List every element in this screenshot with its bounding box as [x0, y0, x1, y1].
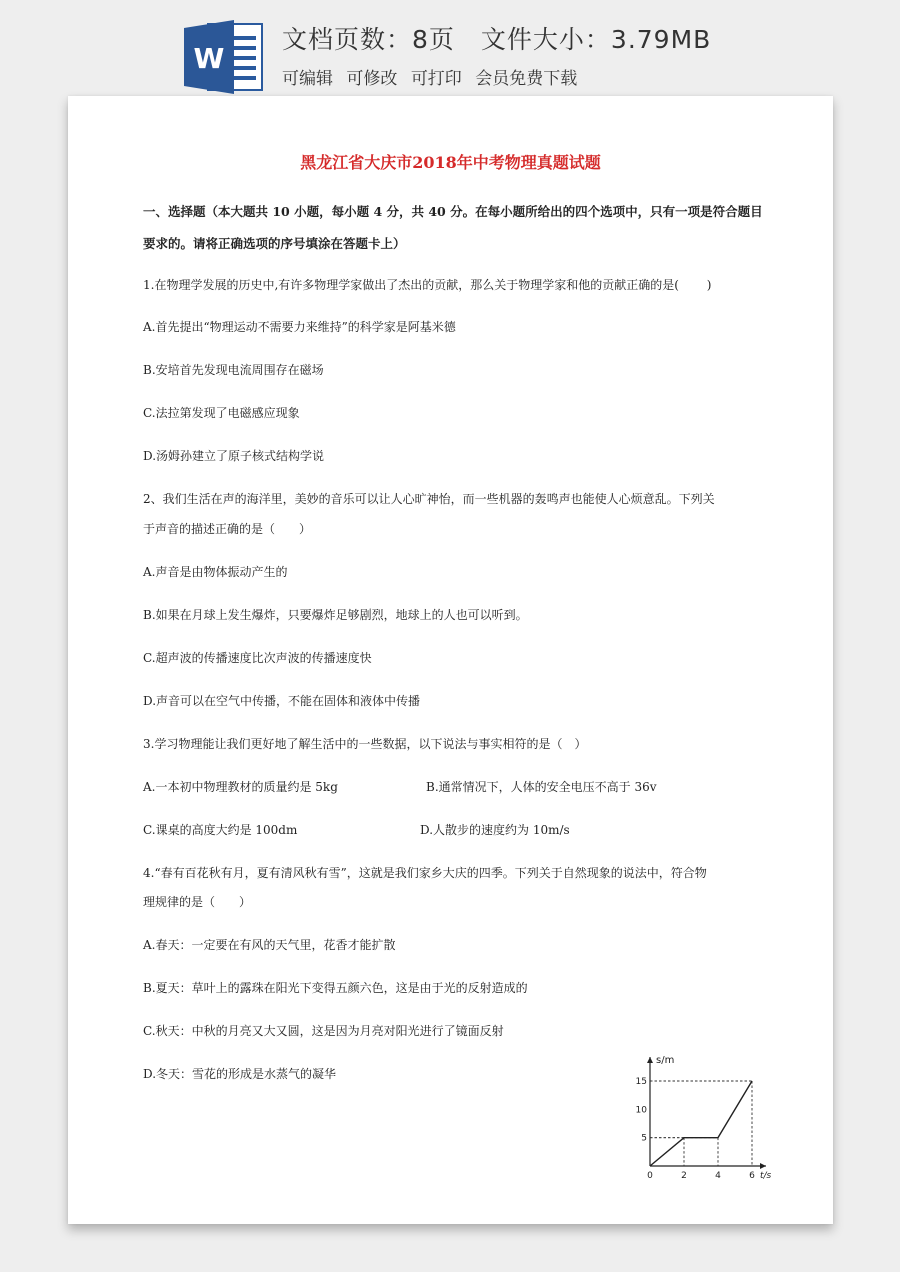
document-title: 黑龙江省大庆市2018年中考物理真题试题	[300, 153, 601, 172]
q2-option-b: B.如果在月球上发生爆炸，只要爆炸足够剧烈，地球上的人也可以听到。	[143, 608, 528, 622]
y-axis-arrow	[647, 1057, 653, 1063]
q4-option-b: B.夏天：草叶上的露珠在阳光下变得五颜六色，这是由于光的反射造成的	[143, 981, 528, 995]
q4-stem-line1: 4.“春有百花秋有月，夏有清风秋有雪”，这就是我们家乡大庆的四季。下列关于自然现象的说法中，符合物	[143, 866, 707, 880]
q1-option-a: A.首先提出“物理运动不需要力来维持”的科学家是阿基米德	[143, 320, 456, 334]
feature-editable: 可编辑	[282, 69, 333, 89]
q1-option-b: B.安培首先发现电流周围存在磁场	[143, 363, 324, 377]
q1-option-d: D.汤姆孙建立了原子核式结构学说	[143, 449, 325, 463]
x-tick-label: 2	[681, 1171, 687, 1181]
q3-option-a: A.一本初中物理教材的质量约是 5kg	[143, 780, 338, 794]
q3-stem: 3.学习物理能让我们更好地了解生活中的一些数据，以下说法与事实相符的是（ ）	[143, 737, 587, 751]
section-heading-line2: 要求的。请将正确选项的序号填涂在答题卡上）	[143, 236, 406, 251]
feature-modifiable: 可修改	[346, 69, 398, 89]
q3-option-c: C.课桌的高度大约是 100dm	[143, 823, 298, 837]
distance-line	[650, 1081, 752, 1166]
q3-option-d: D.人散步的速度约为 10m/s	[420, 823, 570, 837]
q2-stem-line2: 于声音的描述正确的是（ ）	[143, 522, 312, 536]
distance-time-graph	[636, 1041, 786, 1181]
svg-text:W: W	[193, 42, 225, 75]
word-doc-icon	[184, 20, 266, 94]
q4-option-d: D.冬天：雪花的形成是水蒸气的凝华	[143, 1067, 337, 1081]
document-page	[68, 96, 833, 1224]
q4-option-a: A.春天：一定要在有风的天气里，花香才能扩散	[143, 938, 396, 952]
q2-option-c: C.超声波的传播速度比次声波的传播速度快	[143, 651, 372, 665]
x-tick-label: 6	[749, 1171, 755, 1181]
q2-option-a: A.声音是由物体振动产生的	[143, 565, 288, 579]
x-tick-label: 4	[715, 1171, 721, 1181]
y-axis-label: s/m	[656, 1055, 675, 1066]
download-header	[0, 0, 900, 100]
feature-member-download: 会员免费下载	[475, 69, 578, 89]
q3-option-b: B.通常情况下，人体的安全电压不高于 36v	[426, 780, 657, 794]
x-tick-label: 0	[647, 1171, 653, 1181]
feature-printable: 可打印	[410, 69, 462, 89]
q2-option-d: D.声音可以在空气中传播，不能在固体和液体中传播	[143, 694, 421, 708]
q1-option-c: C.法拉第发现了电磁感应现象	[143, 406, 300, 420]
page-count: 文档页数：8页	[282, 25, 455, 54]
y-tick-label: 15	[636, 1077, 647, 1087]
q2-stem-line1: 2、我们生活在声的海洋里，美妙的音乐可以让人心旷神怡，而一些机器的轰鸣声也能使人心烦意乱。下列关	[143, 492, 715, 506]
q1-stem: 1.在物理学发展的历史中,有许多物理学家做出了杰出的贡献，那么关于物理学家和他的贡献正确的是( )	[143, 278, 712, 292]
q4-option-c: C.秋天：中秋的月亮又大又圆，这是因为月亮对阳光进行了镜面反射	[143, 1024, 504, 1038]
file-size: 文件大小：3.79MB	[480, 25, 712, 54]
q4-stem-line2: 理规律的是（ ）	[143, 895, 252, 909]
y-tick-label: 5	[641, 1133, 647, 1144]
x-axis-arrow	[760, 1163, 766, 1169]
x-axis-label: t/s	[760, 1171, 772, 1181]
y-tick-label: 10	[636, 1105, 647, 1116]
section-heading-line1: 一、选择题（本大题共 10 小题，每小题 4 分，共 40 分。在每小题所给出的四个选项中，只有一项是符合题目	[143, 204, 763, 219]
